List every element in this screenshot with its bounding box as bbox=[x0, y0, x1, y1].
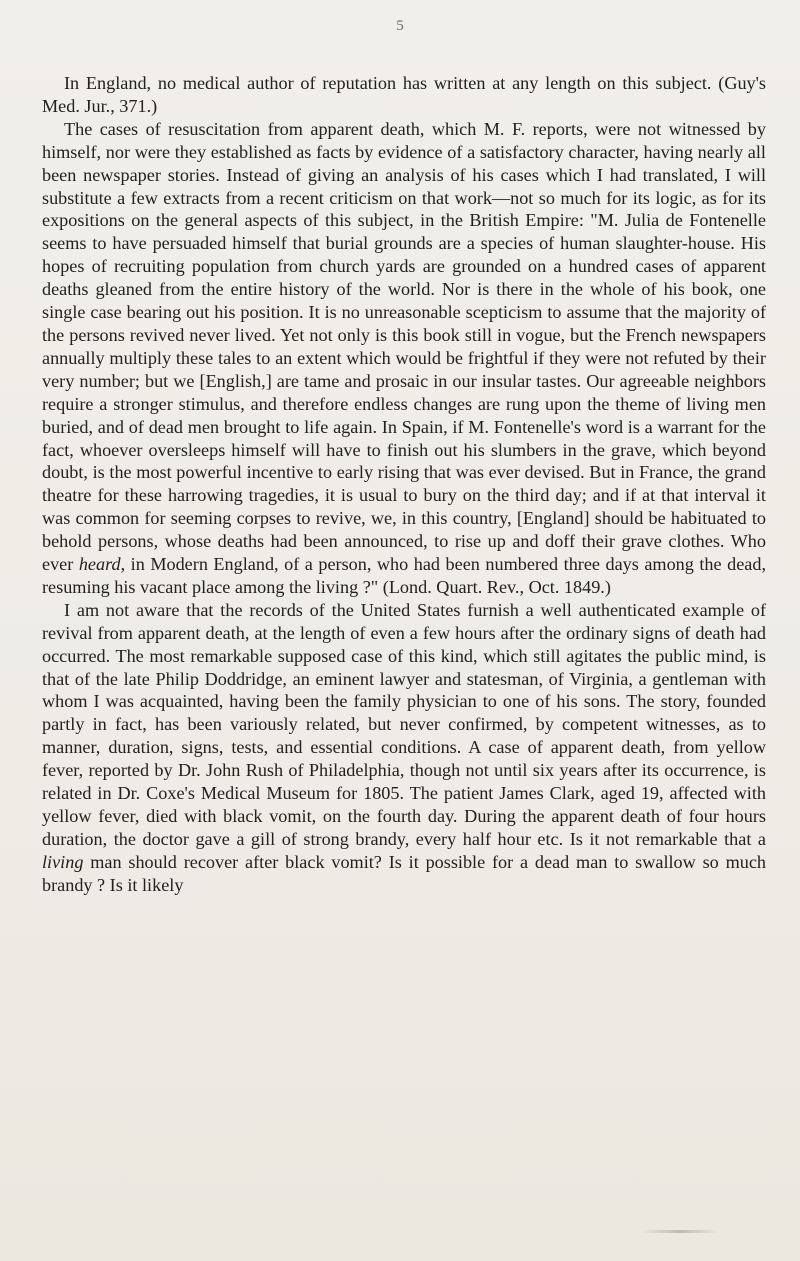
paragraph-1-text: In England, no medical author of reputation has written at any length on this subject. (Guy's Med. Jur., 371.) bbox=[42, 73, 766, 116]
paragraph-2-text: The cases of resuscitation from apparent death, which M. F. reports, were not witnessed by himself, nor were they established as facts by evidence of a satisfactory character, having nearly all been newspaper stories. Instead of giving an analysis of his cases which I had translated, I will substitute a few extracts from a recent criticism on that work—not so much for its logic, as for its expositions on the general aspects of this subject, in the British Empire: "M. Julia de Fontenelle seems to have persuaded himself that burial grounds are a species of human slaughter-house. His hopes of recruiting population from church yards are grounded on a hundred cases of apparent deaths gleaned from the entire history of the world. Nor is there in the whole of his book, one single case bearing out his position. It is no unreasonable scepticism to assume that the majority of the persons revived never lived. Yet not only is this book still in vogue, but the French newspapers annually multiply these tales to an extent which would be frightful if they were not refuted by their very number; but we [English,] are tame and prosaic in our insular tastes. Our agreeable neighbors require a stronger stimulus, and therefore endless changes are rung upon the theme of living men buried, and of dead men brought to life again. In Spain, if M. Fontenelle's word is a warrant for the fact, whoever oversleeps himself will have to finish out his slumbers in the grave, which beyond doubt, is the most powerful incentive to early rising that was ever devised. But in France, the grand theatre for these harrowing tragedies, it is usual to bury on the third day; and if at that interval it was common for seeming corpses to revive, we, in this country, [England] should be habituated to behold persons, whose deaths had been announced, to rise up and doff their grave clothes. Who ever bbox=[42, 118, 766, 575]
paragraph-1 bbox=[42, 72, 766, 118]
paragraph-2 bbox=[42, 118, 766, 599]
paragraph-3-text: I am not aware that the records of the United States furnish a well authenticated example of revival from apparent death, at the length of even a few hours after the ordinary signs of death had occurred. The most remarkable supposed case of this kind, which still agitates the public mind, is that of the late Philip Doddridge, an eminent lawyer and statesman, of Virginia, a gentleman with whom I was acquainted, having been the family physician to one of his sons. The story, founded partly in fact, has been variously related, but never confirmed, by competent witnesses, as to manner, duration, signs, tests, and essential conditions. A case of apparent death, from yellow fever, reported by Dr. John Rush of Philadelphia, though not until six years after its occurrence, is related in Dr. Coxe's Medical Museum for 1805. The patient James Clark, aged 19, affected with yellow fever, died with black vomit, on the fourth day. During the apparent death of four hours duration, the doctor gave a gill of strong brandy, every half hour etc. Is it not remarkable that a bbox=[42, 599, 766, 849]
paragraph-2-emphasis: heard bbox=[78, 554, 121, 575]
paragraph-3-text-after: man should recover after black vomit? Is it possible for a dead man to swallow so much brandy ? Is it likely bbox=[42, 851, 766, 895]
page-edge-mark bbox=[640, 1230, 720, 1233]
paragraph-3 bbox=[42, 599, 766, 897]
paragraph-2-text-after: , in Modern England, of a person, who had been numbered three days among the dead, resuming his vacant place among the living ?" (Lond. Quart. Rev., Oct. 1849.) bbox=[42, 554, 767, 597]
paragraph-3-emphasis: living bbox=[42, 851, 84, 872]
body-text bbox=[42, 72, 766, 897]
page-number: 5 bbox=[396, 18, 404, 34]
